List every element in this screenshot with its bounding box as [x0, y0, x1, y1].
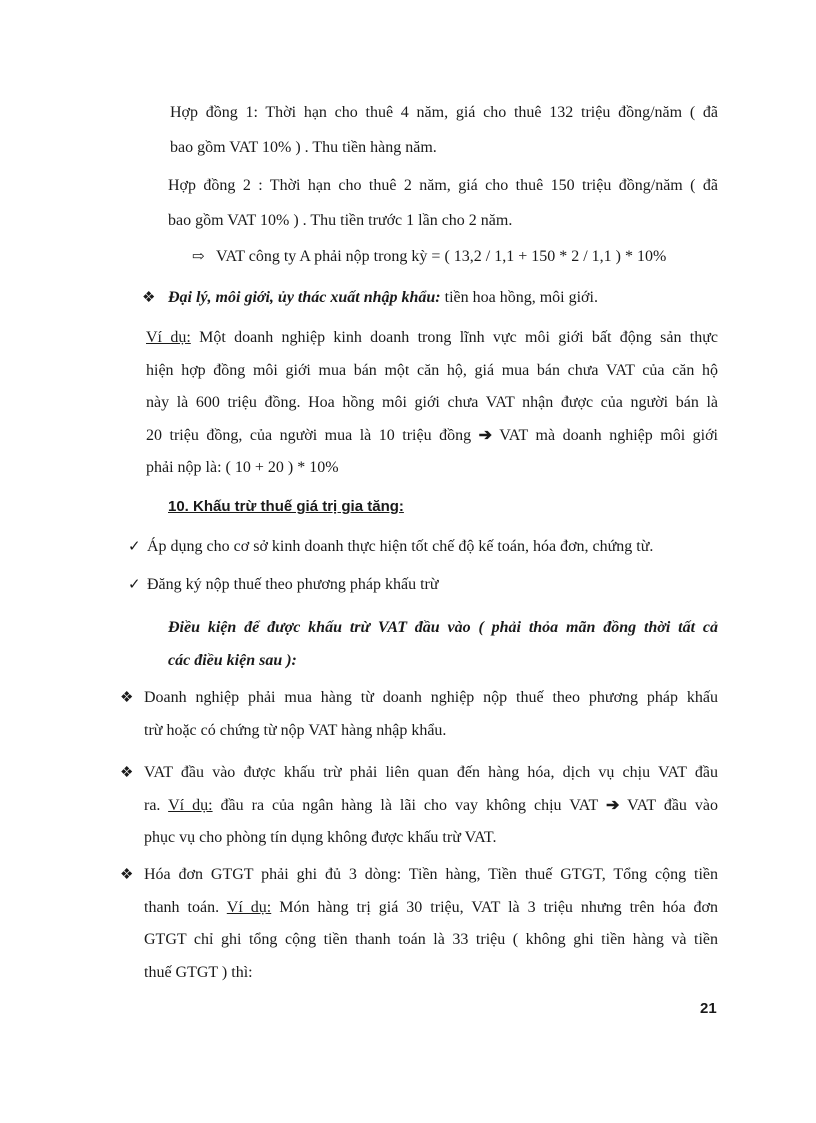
- example-1: [146, 322, 718, 485]
- check-icon: ✓: [128, 539, 141, 555]
- agency-text: tiền hoa hồng, môi giới.: [440, 289, 598, 306]
- example-1-line-4a: 20 triệu đồng, của người mua là 10 triệu đồng: [146, 426, 479, 444]
- bullet-3-line-4: thuế GTGT ) thì:: [144, 963, 253, 981]
- checklist-item-2: [147, 569, 717, 602]
- bullet-3-line-3: GTGT chỉ ghi tổng cộng tiền thanh toán là 33 triệu ( không ghi tiền hàng và tiền: [144, 931, 718, 948]
- bullet-2-line-2b: đầu ra của ngân hàng là lãi cho vay không chịu VAT: [212, 796, 606, 814]
- bullet-1-line-1: Doanh nghiệp phải mua hàng từ doanh nghiệp nộp thuế theo phương pháp khấu: [144, 689, 718, 706]
- bullet-2-line-2a: ra.: [144, 796, 169, 814]
- bullet-2-line-2c: VAT đầu vào: [619, 796, 719, 814]
- bullet-2-line-3: phục vụ cho phòng tín dụng không được khấu trừ VAT.: [144, 829, 497, 846]
- example-1-line-4b: VAT mà doanh nghiệp môi giới: [492, 426, 719, 444]
- vat-formula-text: VAT công ty A phải nộp trong kỳ = ( 13,2 / 1,1 + 150 * 2 / 1,1 ) * 10%: [216, 248, 667, 265]
- diamond-bullet-icon: ❖: [120, 867, 134, 883]
- example-label: Ví dụ:: [168, 796, 213, 814]
- bullet-2: [144, 757, 718, 855]
- example-1-line-5: phải nộp là: ( 10 + 20 ) * 10%: [146, 459, 339, 476]
- contract-2: [168, 170, 718, 237]
- agency-title: Đại lý, môi giới, ủy thác xuất nhập khẩu:: [168, 289, 441, 306]
- contract-1-line-1: Hợp đồng 1: Thời hạn cho thuê 4 năm, giá cho thuê 132 triệu đồng/năm ( đã: [170, 104, 718, 121]
- agency: [168, 282, 718, 315]
- bullet-1-line-2: trừ hoặc có chứng từ nộp VAT hàng nhập khẩu.: [144, 721, 447, 739]
- diamond-bullet-icon: ❖: [120, 765, 134, 781]
- bullet-3-line-2b: Món hàng trị giá 30 triệu, VAT là 3 triệu nhưng trên hóa đơn: [271, 898, 719, 916]
- checklist-item-1-text: Áp dụng cho cơ sở kinh doanh thực hiện tốt chế độ kế toán, hóa đơn, chứng từ.: [147, 538, 654, 555]
- contract-2-line-1: Hợp đồng 2 : Thời hạn cho thuê 2 năm, giá cho thuê 150 triệu đồng/năm ( đã: [168, 177, 718, 194]
- example-label: Ví dụ:: [146, 329, 191, 346]
- section-10-heading: 10. Khấu trừ thuế giá trị gia tăng:: [168, 498, 404, 515]
- diamond-bullet-icon: ❖: [142, 290, 156, 306]
- section-10: [168, 491, 568, 524]
- bullet-3: [144, 859, 718, 989]
- conditions-line-1: Điều kiện để được khấu trừ VAT đầu vào ( phải thỏa mãn đồng thời tất cả: [168, 619, 718, 636]
- bullet-2-line-1: VAT đầu vào được khấu trừ phải liên quan đến hàng hóa, dịch vụ chịu VAT đầu: [144, 764, 718, 781]
- contract-1: [170, 97, 718, 164]
- bullet-3-line-2a: thanh toán.: [144, 898, 227, 916]
- right-arrow-icon: ➔: [606, 796, 620, 814]
- bullet-3-line-1: Hóa đơn GTGT phải ghi đủ 3 dòng: Tiền hàng, Tiền thuế GTGT, Tổng cộng tiền: [144, 866, 718, 883]
- bullet-1: [144, 682, 718, 747]
- example-1-line-2: hiện hợp đồng môi giới mua bán một căn hộ, giá mua bán chưa VAT của căn hộ: [146, 361, 718, 379]
- right-arrow-icon: ➔: [478, 426, 493, 444]
- conditions-line-2: các điều kiện sau ):: [168, 651, 297, 669]
- example-1-line-1: Một doanh nghiệp kinh doanh trong lĩnh vực môi giới bất động sản thực: [190, 329, 719, 346]
- conditions: [168, 612, 718, 677]
- vat-formula: [216, 241, 716, 274]
- check-icon: ✓: [128, 577, 141, 593]
- checklist-item-1: [147, 531, 717, 564]
- example-1-line-3: này là 600 triệu đồng. Hoa hồng môi giới chưa VAT nhận được của người bán là: [146, 394, 718, 411]
- example-label: Ví dụ:: [226, 898, 272, 916]
- contract-1-line-2: bao gồm VAT 10% ) . Thu tiền hàng năm.: [170, 138, 437, 156]
- hollow-arrow-icon: ⇨: [192, 249, 205, 265]
- checklist-item-2-text: Đăng ký nộp thuế theo phương pháp khấu trừ: [147, 576, 439, 593]
- diamond-bullet-icon: ❖: [120, 690, 134, 706]
- contract-2-line-2: bao gồm VAT 10% ) . Thu tiền trước 1 lần cho 2 năm.: [168, 211, 513, 229]
- page-number: 21: [700, 1000, 717, 1017]
